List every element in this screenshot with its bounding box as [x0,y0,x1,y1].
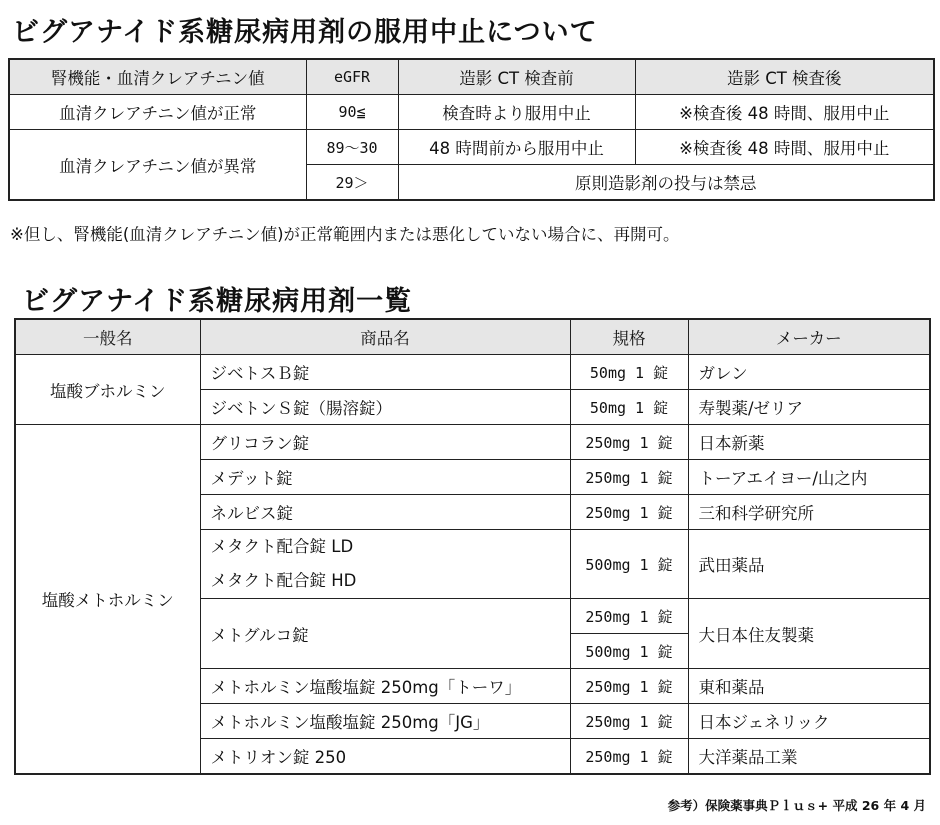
after-cell: ※検査後 48 時間、服用中止 [635,130,934,165]
spec-cell: 250mg 1 錠 [570,425,688,460]
product-cell: メトホルミン塩酸塩錠 250mg「トーワ」 [200,669,570,704]
maker-cell: 三和科学研究所 [688,495,930,530]
table-row [9,130,934,165]
before-cell: 検査時より服用中止 [398,95,635,130]
header-spec: 規格 [570,319,688,355]
maker-cell: 大洋薬品工業 [688,739,930,775]
spec-cell: 250mg 1 錠 [570,739,688,775]
spec-cell: 250mg 1 錠 [570,460,688,495]
maker-cell: 日本ジェネリック [688,704,930,739]
product-cell: ネルビス錠 [200,495,570,530]
table-row [15,355,930,390]
product-cell: メデット錠 [200,460,570,495]
spec-cell: 250mg 1 錠 [570,495,688,530]
table-row [15,425,930,460]
contraindication-cell: 原則造影剤の投与は禁忌 [398,165,934,201]
header-generic-name: 一般名 [15,319,200,355]
page-title: ビグアナイド系糖尿病用剤の服用中止について [12,17,598,48]
maker-cell: 寿製薬/ゼリア [688,390,930,425]
product-cell: ジベトスＢ錠 [200,355,570,390]
product-cell: メトリオン錠 250 [200,739,570,775]
egfr-cell: 29＞ [306,165,398,201]
drug-list-table [14,318,931,775]
before-cell: 48 時間前から服用中止 [398,130,635,165]
maker-cell: ガレン [688,355,930,390]
egfr-cell: 89〜30 [306,130,398,165]
maker-cell: トーアエイヨー/山之内 [688,460,930,495]
table-row [9,95,934,130]
maker-cell: 武田薬品 [688,530,930,599]
header-egfr: eGFR [306,59,398,95]
spec-cell: 50mg 1 錠 [570,355,688,390]
product-cell: メトホルミン塩酸塩錠 250mg「JG」 [200,704,570,739]
table-header-row [9,59,934,95]
table-header-row [15,319,930,355]
maker-cell: 日本新薬 [688,425,930,460]
section-title: ビグアナイド系糖尿病用剤一覧 [22,286,413,317]
product-cell: グリコラン錠 [200,425,570,460]
product-cell: メトグルコ錠 [200,599,570,669]
reference-note: 参考）保険薬事典Ｐｌｕｓ+ 平成 26 年 4 月 [667,798,926,813]
header-product-name: 商品名 [200,319,570,355]
condition-cell: 血清クレアチニン値が正常 [9,95,306,130]
generic-name-cell: 塩酸メトホルミン [15,425,200,775]
product-cell [200,530,570,599]
product-name-ld: メタクト配合錠 LD [210,537,354,556]
product-cell: ジベトンＳ錠（腸溶錠） [200,390,570,425]
header-after-ct: 造影 CT 検査後 [635,59,934,95]
discontinuation-table [8,58,935,201]
header-before-ct: 造影 CT 検査前 [398,59,635,95]
header-renal-function: 腎機能・血清クレアチニン値 [9,59,306,95]
spec-cell: 500mg 1 錠 [570,530,688,599]
spec-cell: 250mg 1 錠 [570,669,688,704]
spec-cell: 50mg 1 錠 [570,390,688,425]
maker-cell: 東和薬品 [688,669,930,704]
maker-cell: 大日本住友製薬 [688,599,930,669]
condition-cell: 血清クレアチニン値が異常 [9,130,306,201]
after-cell: ※検査後 48 時間、服用中止 [635,95,934,130]
product-name-hd: メタクト配合錠 HD [210,571,357,590]
spec-cell: 250mg 1 錠 [570,704,688,739]
spec-cell: 500mg 1 錠 [570,634,688,669]
footnote: ※但し、腎機能(血清クレアチニン値)が正常範囲内または悪化していない場合に、再開可。 [10,225,680,244]
header-maker: メーカー [688,319,930,355]
generic-name-cell: 塩酸ブホルミン [15,355,200,425]
egfr-cell: 90≦ [306,95,398,130]
spec-cell: 250mg 1 錠 [570,599,688,634]
